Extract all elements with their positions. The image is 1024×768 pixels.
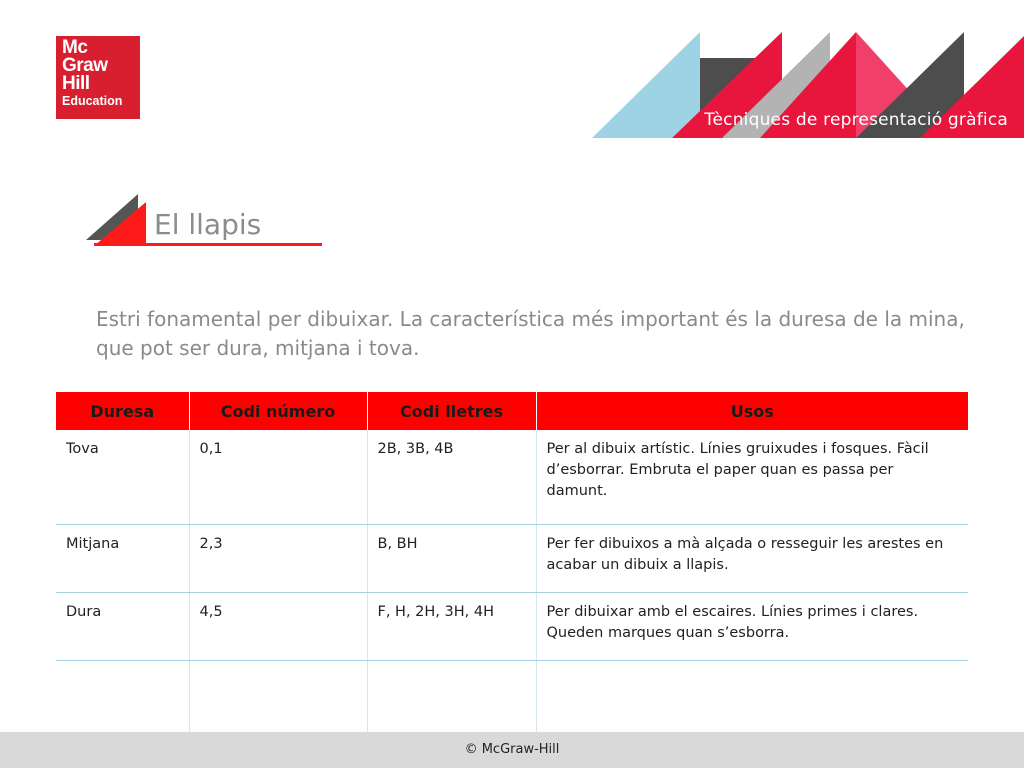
table-header-row — [56, 392, 968, 430]
cell-codi-numero: 4,5 — [189, 593, 367, 661]
header-duresa: Duresa — [56, 392, 189, 430]
footer-bar — [0, 732, 1024, 768]
logo-text-mc: Mc — [62, 37, 88, 58]
table-row — [56, 525, 968, 593]
intro-paragraph: Estri fonamental per dibuixar. La característica més important és la duresa de la mina, que pot ser dura, mitjana i tova. — [96, 307, 965, 360]
header-codi-lletres: Codi lletres — [367, 392, 536, 430]
cell-duresa: Dura — [56, 593, 189, 661]
table-row — [56, 593, 968, 661]
cell-duresa: Tova — [56, 430, 189, 525]
cell-codi-lletres: B, BH — [367, 525, 536, 593]
header-usos: Usos — [536, 392, 968, 430]
cell-codi-numero: 0,1 — [189, 430, 367, 525]
slide-title: El llapis — [154, 208, 262, 241]
subject-title: Tècniques de representació gràfica — [704, 110, 1008, 130]
logo-text-hill: Hill — [62, 73, 90, 94]
copyright-text: © McGraw-Hill — [464, 742, 560, 757]
cell-usos: Per dibuixar amb el escaires. Línies primes i clares. Queden marques quan s’esborra. — [536, 593, 968, 661]
logo-text-education: Education — [62, 94, 123, 108]
header-codi-numero: Codi número — [189, 392, 367, 430]
pencil-hardness-table — [56, 392, 968, 744]
cell-codi-lletres: F, H, 2H, 3H, 4H — [367, 593, 536, 661]
cell-codi-numero: 2,3 — [189, 525, 367, 593]
cell-usos: Per al dibuix artístic. Línies gruixudes i fosques. Fàcil d’esborrar. Embruta el paper quan es passa per damunt. — [536, 430, 968, 525]
logo-text-graw: Graw — [62, 55, 108, 76]
cell-duresa: Mitjana — [56, 525, 189, 593]
table-row — [56, 430, 968, 525]
cell-codi-lletres: 2B, 3B, 4B — [367, 430, 536, 525]
cell-usos: Per fer dibuixos a mà alçada o resseguir les arestes en acabar un dibuix a llapis. — [536, 525, 968, 593]
